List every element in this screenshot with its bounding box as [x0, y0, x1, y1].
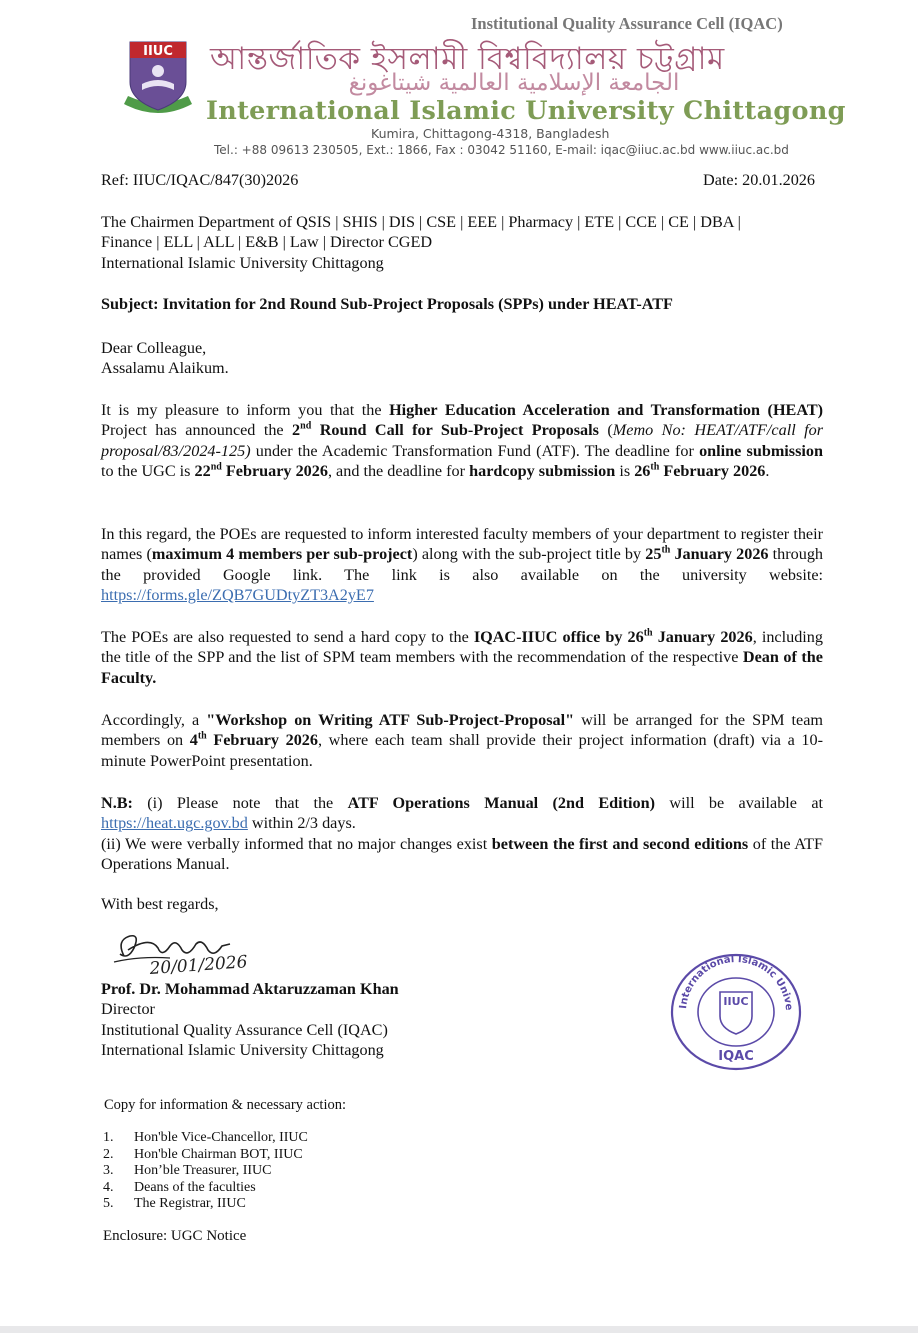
letter-date: Date: 20.01.2026	[703, 171, 815, 189]
university-name-arabic: الجامعة الإسلامية العالمية شيتاغونغ	[348, 70, 680, 96]
copy-list-item: 3. Hon’ble Treasurer, IIUC	[103, 1163, 272, 1178]
recipient-line: Finance | ELL | ALL | E&B | Law | Director CGED	[101, 233, 433, 252]
university-name-bangla: আন্তর্জাতিক ইসলামী বিশ্ববিদ্যালয় চট্টগ্রাম	[210, 41, 725, 77]
subject-line: Subject: Invitation for 2nd Round Sub-Project Proposals (SPPs) under HEAT-ATF	[101, 295, 673, 313]
salutation-line: Assalamu Alaikum.	[101, 359, 229, 378]
salutation-line: Dear Colleague,	[101, 339, 207, 357]
paragraph-workshop: Accordingly, a "Workshop on Writing ATF Sub-Project-Proposal" will be arranged for the SPM team members on 4th February 2026, where each team shall provide their project information (draft) via a 10-minute PowerPoint presentation.	[101, 711, 824, 770]
iqac-office-line: Institutional Quality Assurance Cell (IQAC)	[471, 14, 783, 33]
svg-text:20/01/2026: 20/01/2026	[148, 952, 249, 979]
signatory-name: Prof. Dr. Mohammad Aktaruzzaman Khan	[101, 980, 399, 998]
heat-website-link[interactable]: https://heat.ugc.gov.bd	[101, 814, 248, 833]
enclosure: Enclosure: UGC Notice	[103, 1228, 247, 1244]
copy-list-item: 2. Hon'ble Chairman BOT, IIUC	[103, 1146, 303, 1162]
signatory-org: International Islamic University Chittagong	[101, 1041, 384, 1060]
contact-line: Tel.: +88 09613 230505, Ext.: 1866, Fax : 03042 51160, E-mail: iqac@iiuc.ac.bd www.iiuc.ac.bd	[214, 143, 789, 157]
svg-text:IIUC: IIUC	[723, 995, 749, 1008]
university-address: Kumira, Chittagong-4318, Bangladesh	[371, 126, 610, 141]
signatory-office: Institutional Quality Assurance Cell (IQAC)	[101, 1020, 388, 1039]
google-form-link[interactable]: https://forms.gle/ZQB7GUDtyZT3A2yE7	[101, 586, 374, 605]
copy-list-item: 1. Hon'ble Vice-Chancellor, IIUC	[103, 1130, 308, 1145]
recipient-line: The Chairmen Department of QSIS | SHIS | DIS | CSE | EEE | Pharmacy | ETE | CCE | CE | DBA |	[101, 213, 741, 231]
svg-text:IQAC: IQAC	[718, 1049, 754, 1064]
reference-number: Ref: IIUC/IQAC/847(30)2026	[101, 171, 299, 189]
university-name-english: International Islamic University Chittagong	[206, 96, 846, 126]
paragraph-heat-announcement: It is my pleasure to inform you that the Higher Education Acceleration and Transformation (HEAT) Project has announced the 2nd Round Call for Sub-Project Proposals (Memo No: HEAT/ATF/call for proposal/83/2024-125) under the Academic Transformation Fund (ATF). The deadline for online submission to the UGC is 22nd February 2026, and the deadline for hardcopy submission is 26th February 2026.	[101, 401, 824, 481]
signatory-title: Director	[101, 1000, 155, 1019]
paragraph-hard-copy: The POEs are also requested to send a hard copy to the IQAC-IIUC office by 26th January 2026, including the title of the SPP and the list of SPM team members with the recommendation of the respective Dean of the Faculty.	[101, 627, 823, 687]
copy-list	[103, 1130, 308, 1213]
copy-heading: Copy for information & necessary action:	[104, 1097, 347, 1113]
recipient-line: International Islamic University Chittagong	[101, 253, 384, 272]
svg-text:International Islamic Universi: International Islamic Unive	[678, 954, 795, 1011]
copy-list-item: 4. Deans of the faculties	[103, 1179, 256, 1195]
recipient-block	[101, 212, 823, 273]
salutation	[101, 338, 229, 379]
svg-text:IIUC: IIUC	[143, 44, 173, 59]
nb-note: N.B: (i) Please note that the ATF Operations Manual (2nd Edition) will be available at https://heat.ugc.gov.bd within 2/3 days. (ii) We were verbally informed that no major changes exist between the first and second editions of the ATF Operations Manual.	[101, 794, 824, 874]
handwritten-signature	[110, 928, 270, 980]
university-logo	[118, 38, 198, 120]
copy-list-item: 5. The Registrar, IIUC	[103, 1196, 246, 1211]
paragraph-registration: In this regard, the POEs are requested to inform interested faculty members of your department to register their names (maximum 4 members per sub-project) along with the sub-project title by 25th January 2026 through the provided Google link. The link is also available on the university website: https://forms.gle/ZQB7GUDtyZT3A2yE7	[101, 525, 824, 605]
page-bottom-edge	[0, 1326, 918, 1333]
official-stamp	[668, 950, 804, 1072]
closing: With best regards,	[101, 895, 219, 913]
signatory-block	[101, 979, 399, 1061]
